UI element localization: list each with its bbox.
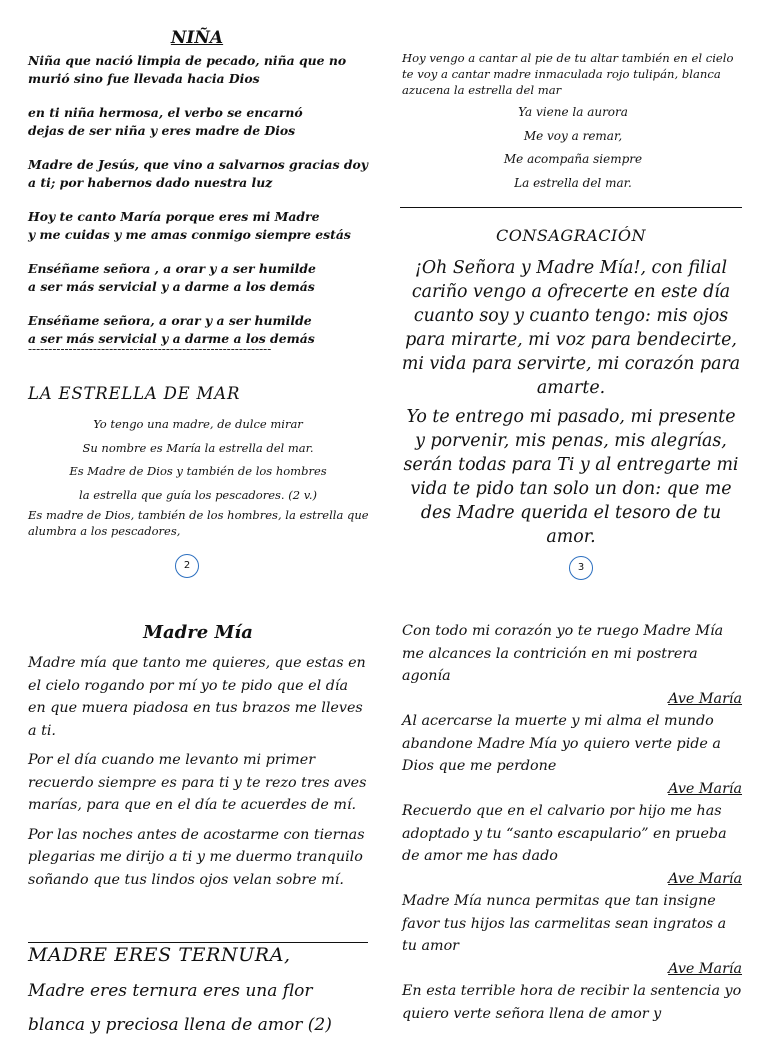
- page-number-right: 3: [569, 556, 593, 580]
- nina-title: NIÑA: [170, 28, 224, 48]
- stanza: En esta terrible hora de recibir la sentencia yo quiero verte señora llena de amor y: [402, 983, 742, 1022]
- verse: Enséñame señora, a orar y a ser humilde a ser más servicial y a darme a los demás: [28, 313, 315, 346]
- stanza: Al acercarse la muerte y mi alma el mundo abandone Madre Mía yo quiero verte pide a Dios que me perdone: [402, 713, 721, 774]
- paragraph: Por las noches antes de acostarme con tiernas plegarias me dirijo a ti y me duermo tranquilo soñando que tus lindos ojos velan sobre mí.: [28, 826, 365, 888]
- verse-line: la estrella que guía los pescadores. (2 v.): [79, 487, 317, 502]
- ave-maria-refrain: Ave María: [668, 960, 742, 977]
- verse: en ti niña hermosa, el verbo se encarnó dejas de ser niña y eres madre de Dios: [28, 105, 303, 138]
- verse-line: blanca y preciosa llena de amor (2): [28, 1015, 332, 1035]
- ave-maria-refrain: Ave María: [668, 870, 742, 887]
- estrella-last-verse: Es madre de Dios, también de los hombres, la estrella que alumbra a los pescadores,: [28, 508, 369, 538]
- nina-verses: [28, 52, 378, 364]
- estrella-verses: [28, 413, 368, 507]
- verse-line: Me voy a remar,: [523, 128, 623, 143]
- paragraph: Por el día cuando me levanto mi primer recuerdo siempre es para ti y te rezo tres aves marías, para que en el día te acuerdes de mí.: [28, 752, 367, 813]
- ave-maria-section: [402, 620, 742, 1025]
- madre-mia-title: Madre Mía: [143, 622, 253, 643]
- paragraph: Madre mía que tanto me quieres, que estas en el cielo rogando por mí yo te pido que el día en que muera piadosa en tus brazos me lleves a ti.: [28, 655, 366, 739]
- estrella-title: LA ESTRELLA DE MAR: [28, 384, 241, 403]
- verse-line: Es Madre de Dios y también de los hombres: [69, 464, 327, 478]
- verse: Niña que nació limpia de pecado, niña que no murió sino fue llevada hacia Dios: [28, 53, 347, 86]
- verse-line: Me acompaña siempre: [503, 152, 643, 166]
- ave-maria-refrain: Ave María: [668, 690, 742, 707]
- verse-line: La estrella del mar.: [514, 175, 632, 190]
- eres-ternura-verses: [28, 974, 368, 1042]
- verse: Madre de Jesús, que vino a salvarnos gracias doy a ti; por habernos dado nuestra luz: [28, 157, 368, 190]
- verse-line: Ya viene la aurora: [518, 105, 628, 119]
- verse: Enséñame señora , a orar y a ser humilde a ser más servicial y a darme a los demás: [28, 261, 316, 294]
- consagracion-title: CONSAGRACIÓN: [496, 226, 646, 245]
- hoy-vengo-intro: Hoy vengo a cantar al pie de tu altar también en el cielo te voy a cantar madre inmaculada rojo tulipán, blanca azucena la estrella del mar: [402, 51, 734, 97]
- eres-ternura-title: MADRE ERES TERNURA,: [28, 944, 291, 966]
- dashed-divider: ------------------------------------------------------------: [28, 342, 272, 356]
- section-divider: [28, 942, 368, 943]
- page-number-left: 2: [175, 554, 199, 578]
- verse-line: Yo tengo una madre, de dulce mirar: [93, 417, 303, 431]
- verse-line: Su nombre es María la estrella del mar.: [82, 440, 314, 455]
- aurora-verses: [402, 101, 744, 195]
- consagracion-paragraph: Yo te entrego mi pasado, mi presente y porvenir, mis penas, mis alegrías, serán todas para Ti y al entregarte mi vida te pido tan solo un don: que me des Madre querida el tesoro de tu amor.: [403, 407, 739, 547]
- stanza: Con todo mi corazón yo te ruego Madre Mía me alcances la contrición en mi postrera agonía: [402, 623, 724, 684]
- verse: Hoy te canto María porque eres mi Madre y me cuidas y me amas conmigo siempre estás: [28, 209, 351, 242]
- consagracion-paragraph: ¡Oh Señora y Madre Mía!, con filial cariño vengo a ofrecerte en este día cuanto soy y cuanto tengo: mis ojos para mirarte, mi voz para bendecirte, mi vida para servirte, mi corazón para amarte.: [401, 258, 741, 398]
- verse-line: Madre eres ternura eres una flor: [28, 981, 313, 1001]
- section-divider: [400, 207, 742, 208]
- madre-mia-body: [28, 652, 368, 898]
- ave-maria-refrain: Ave María: [668, 780, 742, 797]
- stanza: Madre Mía nunca permitas que tan insigne favor tus hijos las carmelitas sean ingratos a tu amor: [402, 893, 727, 954]
- stanza: Recuerdo que en el calvario por hijo me has adoptado y tu “santo escapulario” en prueba de amor me has dado: [402, 803, 727, 864]
